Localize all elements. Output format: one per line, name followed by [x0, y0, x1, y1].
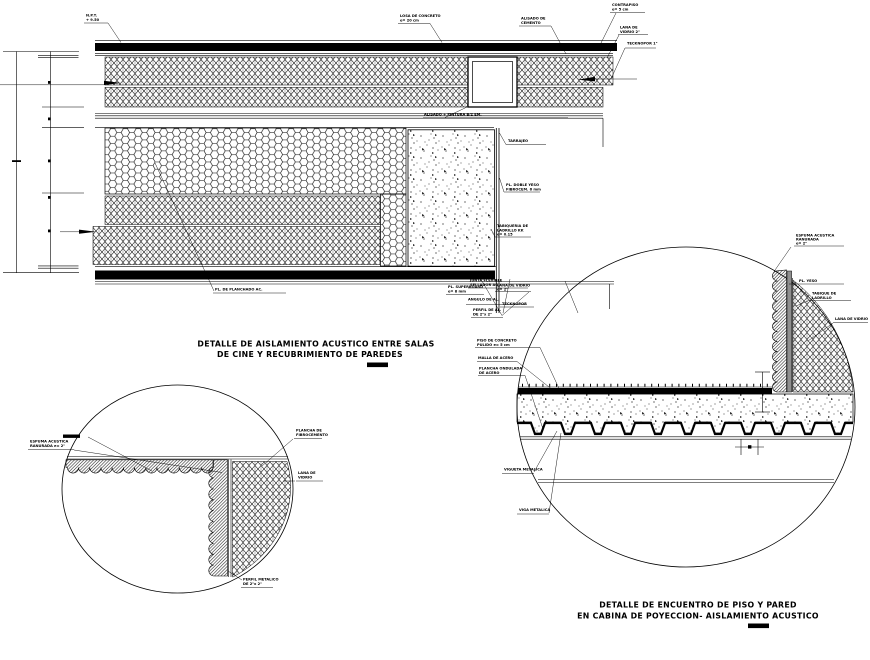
label-alisado-pintura: ALISADO + PINTURA B/2 EM.	[424, 112, 482, 117]
label-tecknopor: TECKNOPOR 1"	[627, 41, 658, 46]
svg-text:e= 8 mm: e= 8 mm	[448, 289, 466, 294]
bottom-slab-band	[95, 271, 495, 280]
scale-bar-main	[367, 363, 388, 368]
svg-text:FIBROCEMENTO: FIBROCEMENTO	[296, 433, 328, 437]
label-malla: MALLA DE ACERO	[478, 355, 514, 360]
label-placa-yeso: PL. DOBLE YESO	[506, 183, 540, 187]
label-tecknopor-2: TECKNOPOR	[502, 302, 527, 306]
svg-text:LADRILLO: LADRILLO	[812, 295, 832, 300]
label-angulo: ANGULO DE AL.	[468, 297, 500, 302]
main-section-detail	[0, 3, 658, 318]
label-superboard: PL. SUPERBOARD	[448, 285, 484, 289]
svg-text:LADRILLO KK: LADRILLO KK	[497, 228, 524, 233]
svg-text:e= 2": e= 2"	[497, 287, 509, 292]
label-yeso-right: PL. YESO	[799, 279, 818, 283]
svg-text:CEMENTO: CEMENTO	[521, 21, 541, 25]
mineral-wool-lower-2	[93, 227, 380, 265]
label-viga: VIGA METALICA	[519, 508, 551, 512]
svg-text:SELLADOR AC.: SELLADOR AC.	[470, 283, 500, 287]
svg-text:e= 0.15: e= 0.15	[497, 232, 513, 237]
label-bar	[63, 435, 80, 438]
title-block-main	[197, 340, 434, 368]
acoustic-foam-wall	[209, 460, 228, 576]
svg-text:VIDRIO 2": VIDRIO 2"	[620, 30, 640, 34]
label-tarrajeo: TARRAJEO	[508, 139, 529, 143]
svg-text:e= 5 cm: e= 5 cm	[612, 7, 629, 12]
label-lana-2: LANA DE VIDRIO	[497, 283, 531, 288]
label-losa: LOSA DE CONCRETO	[400, 14, 441, 18]
wall-insulation-crosshatch	[233, 462, 291, 578]
slab-black-band	[95, 43, 617, 51]
svg-text:DE ACERO: DE ACERO	[479, 370, 500, 375]
label-plancha: PLANCHA DE	[296, 428, 322, 433]
label-junta: JUNTA FLEXIBLE	[470, 278, 503, 283]
mineral-wool-band-upper	[105, 57, 613, 85]
label-vigueta: VIGUETA METALICA	[504, 467, 543, 472]
svg-text:DE 2"x 2": DE 2"x 2"	[243, 582, 263, 586]
svg-text:DE 2"x 2": DE 2"x 2"	[473, 312, 493, 317]
concrete-column	[408, 130, 495, 266]
label-tabiqueria: TABIQUERIA DE	[497, 224, 529, 228]
label-lana-right: LANA DE VIDRIO	[835, 316, 869, 321]
label-piso-concreto: PISO DE CONCRETO	[477, 338, 517, 343]
svg-text:PULIDO e= 5 cm: PULIDO e= 5 cm	[477, 342, 510, 347]
title-block-secondary	[577, 601, 819, 629]
label-perfil: PERFIL DE AL.	[473, 308, 502, 312]
svg-text:VIDRIO: VIDRIO	[298, 475, 313, 480]
svg-text:RANURADA: RANURADA	[796, 237, 819, 242]
scale-bar-secondary	[748, 624, 769, 629]
label-lana-circle: LANA DE	[298, 471, 316, 475]
acoustic-foam-wall-right	[772, 270, 786, 392]
label-espuma-right: ESPUMA ACUSTICA	[796, 233, 835, 238]
secondary-title-line2: EN CABINA DE POYECCION- AISLAMIENTO ACUSTICO	[577, 611, 819, 621]
secondary-title-line1: DETALLE DE ENCUENTRO DE PISO Y PARED	[599, 600, 797, 610]
main-title-line2: DE CINE Y RECUBRIMIENTO DE PAREDES	[217, 350, 403, 359]
floor-finish-band	[518, 388, 772, 394]
svg-text:FIBROCEM. 6 mm: FIBROCEM. 6 mm	[506, 187, 541, 192]
label-lana-vidrio: LANA DE	[620, 25, 638, 30]
svg-text:+ 9.50: + 9.50	[86, 18, 100, 22]
label-alisado-cemento: ALISADO DE	[521, 16, 546, 21]
mineral-wool-band-lower	[105, 87, 603, 107]
honeycomb-panel	[105, 128, 406, 194]
label-contrapiso: CONTRAPISO	[612, 3, 639, 7]
duct-box-inner	[473, 62, 513, 103]
label-tabique-right: TABIQUE DE	[812, 291, 837, 296]
svg-text:e= 20 cm: e= 20 cm	[400, 18, 419, 23]
svg-text:RANURADA e= 2": RANURADA e= 2"	[30, 444, 66, 448]
acoustic-foam-ceiling	[66, 460, 213, 473]
wall-ceiling-detail-circle	[28, 385, 328, 593]
honeycomb-column	[381, 194, 407, 266]
label-npt: N.P.T.	[86, 13, 97, 18]
svg-text:e= 2": e= 2"	[796, 241, 808, 246]
label-plancha-ondulada: PLANCHA ONDULADA	[479, 366, 523, 371]
label-planchado: PL. DE PLANCHADO AC.	[215, 287, 263, 292]
label-perfil-metalico: PERFIL METALICO	[243, 577, 279, 582]
wall-panel-band	[787, 271, 792, 392]
mineral-wool-lower-1	[105, 196, 380, 225]
label-espuma: ESPUMA ACUSTICA	[30, 439, 69, 444]
main-title-line1: DETALLE DE AISLAMIENTO ACUSTICO ENTRE SALAS	[197, 339, 435, 349]
